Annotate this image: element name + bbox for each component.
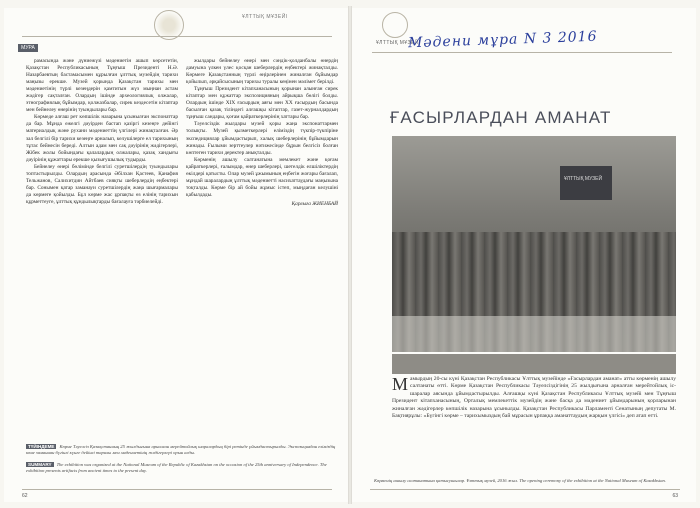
left-page-header (4, 8, 348, 42)
text-column-1 (26, 58, 178, 206)
section-tag: МУРА (18, 44, 38, 52)
header-museum-mark: ҰЛТТЫҚ МҰЗЕЙІ (242, 14, 288, 20)
photo-floor (392, 316, 676, 352)
photo-banner (560, 166, 612, 200)
lead-text: амырдың 20-сы күні Қазақстан Республикасы Ұлттық музейінде «Ғасырлардан аманат» атты көрменің ашылу салтанаты өтті. Көрме Қазақстан Республикасы Тәуелсіздігінің 25 жылдығына арналған мерейтойлық іс-шаралар аясында ұйымдастырылды. Алғашқы күні Қазақстан Республикасы Ұлттық музейі мен Тұңғыш Президент кітапханасының, Орталық мемлекеттік музейдің және басқа да мәдениет ұйымдарының қорларынан жиналған жәдігерлер көпшілік назарына ұсынылды. Қазақстан Республикасы Парламенті Сенатының депутаты М. Бақтиярұлы: «Бүгінгі көрме – тарихымыздың бай мұрасын ұрпаққа аманаттаудың жарқын үлгісі» деп атап өтті. (392, 376, 676, 420)
summary-kazakh (26, 444, 336, 456)
summary-english (26, 462, 336, 474)
paragraph: Бейнелеу өнері бөлімінде белгілі суретшілердің туындылары топтастырылды. Олардың арасында Әбілхан Қастеев, Қанафия Тельжанов, Салихитдин Айтбаев сияқты шеберлердің еңбектері бар. Сонымен қатар заманауи суретшілердің жаңа шығармалары да көрмеге қойылды. Бұл көрме жас ұрпақты өз елінің тарихын құрметтеуге, ұлттық құндылықтарды бағалауға тәрбиелейді. (26, 163, 178, 205)
article-title: ҒАСЫРЛАРДАН АМАНАТ (390, 108, 612, 127)
right-page (352, 8, 696, 502)
author-signature: Қарлыға ЖИЕНБАЙ (291, 200, 338, 207)
header-rule (22, 36, 332, 37)
left-page (4, 8, 348, 502)
text-column-2 (186, 58, 338, 208)
summary-label-en: SUMMARY (28, 462, 52, 467)
museum-logo-icon (382, 12, 408, 38)
drop-cap: М (392, 374, 409, 394)
paragraph: Тұңғыш Президент кітапханасының қорынан алынған сирек кітаптар мен құжаттар экспозицияның айрықша бөлігі болды. Олардың ішінде ХІХ ғасырдың аяғы мен ХХ ғасырдың басында басылған қазақ тіліндегі алғашқы кітаптар, газет-журналдардың тұңғыш сандары, қоғам қайраткерлерінің хаттары бар. (186, 86, 338, 121)
paragraph: жылдары бейнелеу өнері мен сәндік-қолданбалы өнердің дамуына үлкен үлес қосқан шеберлердің еңбектері жинақталды. Көрмеге Қазақстанның түрлі өңірлерінен жиналған бұйымдар қойылып, әрқайсысының тарихы туралы кеңінен мәлімет берілді. (186, 58, 338, 86)
summary-text-en: The exhibition was organized at the National Museum of the Republic of Kazakhstan on the occasion of the 25th anniversary of Independence. The exhibition presents artifacts from ancient times to the present day. (26, 462, 327, 473)
summary-block (26, 444, 336, 474)
paragraph: Тәуелсіздік жылдары музей қоры жаңа экспонаттармен толықты. Музей қызметкерлері еліміздің түкпір-түкпіріне экспедициялар ұйымдастырып, халық шеберлерінің бұйымдарын жинады. Ғылыми зерттеулер нәтижесінде бұрын белгісіз болған көптеген тарихи деректер анықталды. (186, 121, 338, 156)
paragraph: рамасында және дүниежүзі мәдениетін ашып көрсететін, Қазақстан Республикасының Тұңғыш Президенті Н.Ә. Назарбаевтың бастамасымен құрылған ұлттық музейдің тарихи маңызы ерекше. Музей қорында Қазақстан тарихы мен мәдениетінің түрлі кезеңдерін қамтитын жүз мыңнан астам жәдігер сақталған. Олардың ішінде археологиялық олжалар, этнографиялық бұйымдар, қолжазбалар, сирек кездесетін кітаптар мен бейнелеу өнерінің туындылары бар. (26, 58, 178, 114)
photo-strip (392, 354, 676, 374)
article-lead (392, 376, 676, 420)
summary-label: ТҮЙІНДЕМЕ (28, 444, 55, 449)
page-number: 63 (672, 493, 678, 499)
paragraph: Көрменің ашылу салтанатына мемлекет және қоғам қайраткерлері, ғалымдар, өнер шеберлері, шетелдік елшіліктердің өкілдері қатысты. Олар музей ұжымының еңбегін жоғары бағалап, мұндай шаралардың ұлттық мәдениетті насихаттаудағы маңызына тоқталды. Көрме бір ай бойы жұмыс істеп, мыңдаған келушіні қабылдады. (186, 156, 338, 198)
paragraph: Көрмеде алғаш рет көпшілік назарына ұсынылған экспонаттар да бар. Мұнда ежелгі дәуірден бастап қазіргі кезеңге дейінгі материалдық және рухани мәдениеттің үлгілері жинақталған. Әр зал белгілі бір тарихи кезеңге арналып, келушілерге ел тарихының тұтас бейнесін береді. Алтын адам мен сақ дәуірінің жәдігерлері, Жібек жолы бойындағы қалалардың олжалары, қазақ хандығы дәуірінің құжаттары ерекше қызығушылық тудырды. (26, 114, 178, 163)
handwritten-note: Мәдени мұра N 3 2016 (407, 28, 598, 52)
header-rule (372, 52, 672, 53)
footer-rule (22, 489, 332, 490)
page-number: 62 (22, 493, 28, 499)
exhibition-photo (392, 136, 676, 352)
footer-rule (370, 489, 680, 490)
photo-banner-text: ҰЛТТЫҚ МУЗЕЙ (564, 176, 603, 182)
header-museum-mark: ҰЛТТЫҚ МҰЗЕЙІ (376, 40, 421, 46)
summary-text: Көрме Тәуелсіз Қазақстанның 25 жылдығына арналған мерейтойлық шаралардың бірі ретінде ұйымдастырылды. Экспозициядан еліміздің көне заманнан бүгінгі күнге дейінгі тарихы мен мәдениетінің жәдігерлері орын алды. (26, 444, 336, 455)
photo-caption: Көрменің ашылу салтанатына қатысушылар. Ұлттық музей, 2016 жыл. The opening ceremony of the exhibition at the National Museum of Kazakhstan. (374, 478, 666, 483)
